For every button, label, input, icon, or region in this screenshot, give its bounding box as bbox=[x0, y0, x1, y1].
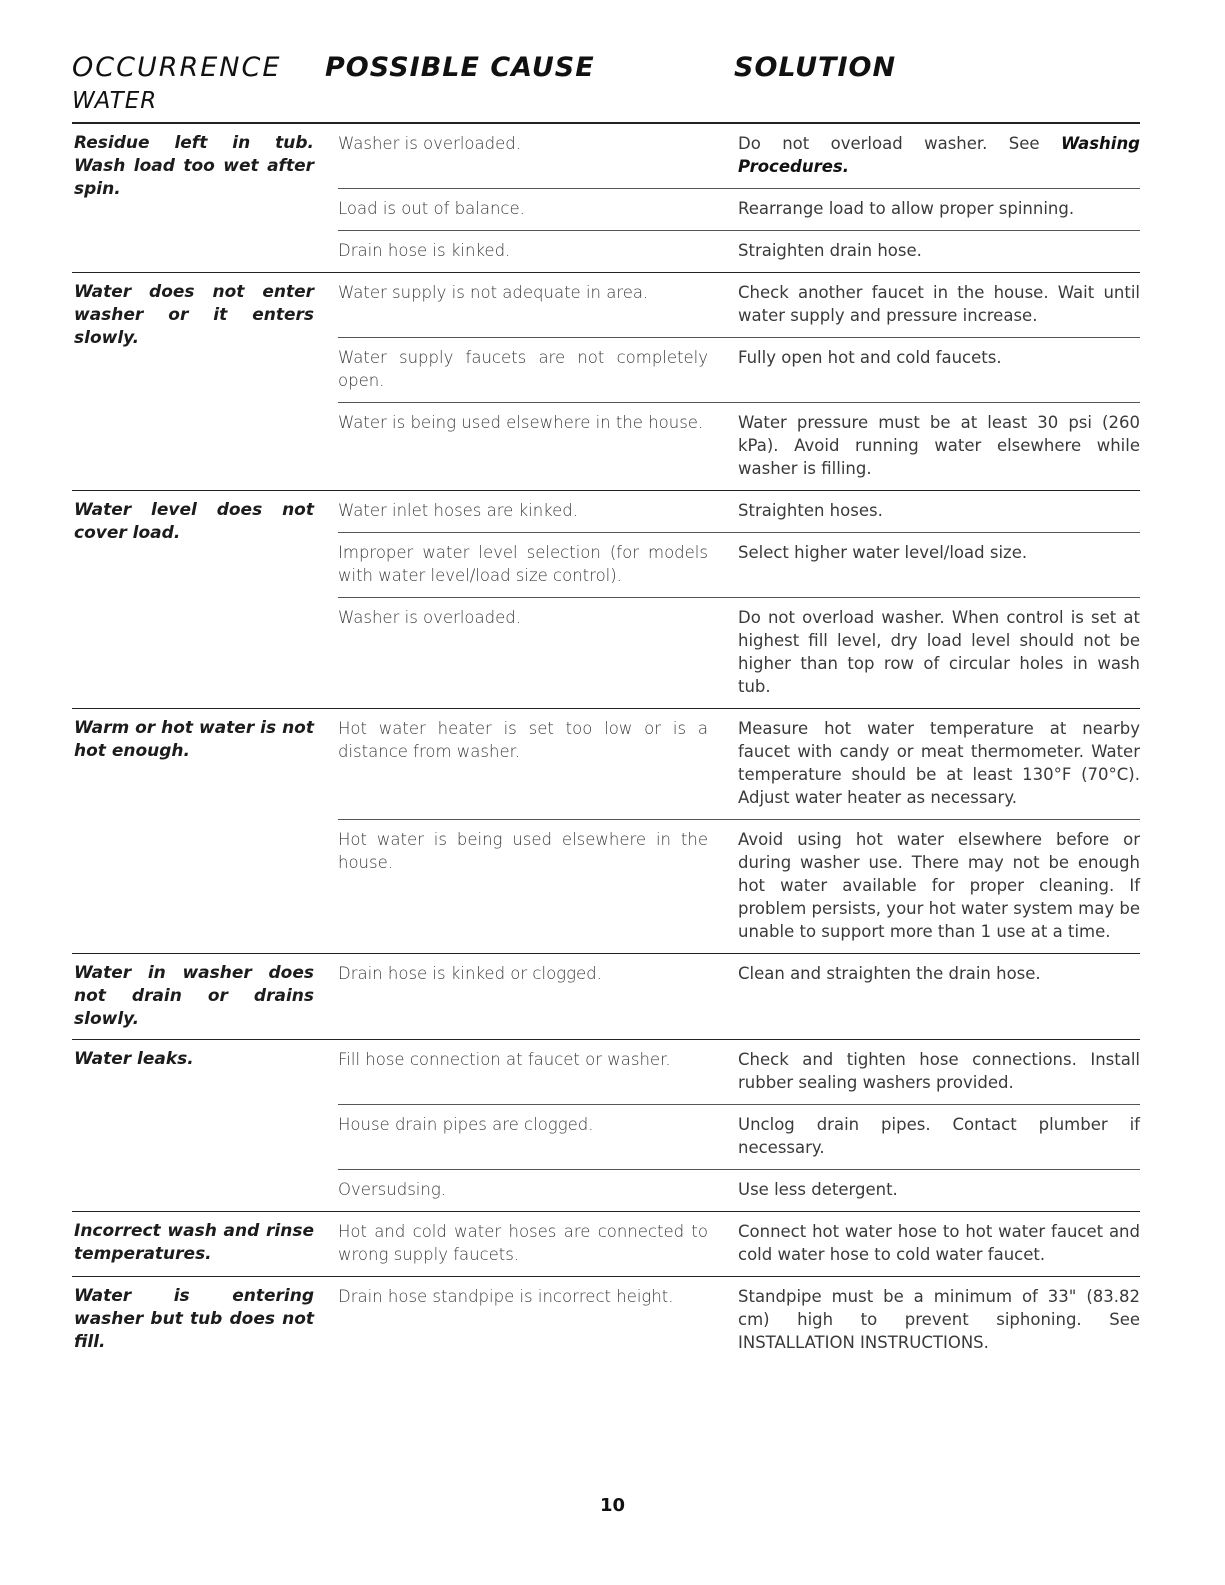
table-row bbox=[338, 273, 1140, 337]
possible-cause-text: Drain hose is kinked. bbox=[338, 241, 511, 260]
cause-solution-rows bbox=[324, 1277, 1140, 1364]
possible-cause-text: Water inlet hoses are kinked. bbox=[338, 501, 579, 520]
solution-heading: SOLUTION bbox=[734, 52, 897, 83]
solution-text: Rearrange load to allow proper spinning. bbox=[738, 199, 1075, 218]
occurrence-heading: OCCURRENCE bbox=[72, 52, 282, 83]
solution-text: Use less detergent. bbox=[738, 1180, 898, 1199]
solution-text: Select higher water level/load size. bbox=[738, 543, 1028, 562]
possible-cause-text: Washer is overloaded. bbox=[338, 608, 521, 627]
solution-text: Water pressure must be at least 30 psi (260 kPa). Avoid running water elsewhere while washer is filling. bbox=[738, 413, 1140, 478]
solution-cell bbox=[738, 541, 1140, 587]
table-row bbox=[338, 1169, 1140, 1211]
table-row bbox=[338, 124, 1140, 188]
solution-cell bbox=[738, 239, 1140, 262]
cause-solution-rows bbox=[324, 709, 1140, 953]
solution-text: Avoid using hot water elsewhere before or during washer use. There may not be enough hot water available for proper cleaning. If problem persists, your hot water system may be unable to support more than 1 use at a time. bbox=[738, 830, 1140, 941]
solution-reference: Washing Procedures. bbox=[738, 134, 1140, 176]
occurrence-text: Water is entering washer but tub does not fill. bbox=[74, 1286, 314, 1352]
occurrence-group bbox=[72, 490, 1140, 708]
table-row bbox=[338, 819, 1140, 953]
solution-text: Connect hot water hose to hot water faucet and cold water hose to cold water faucet. bbox=[738, 1222, 1140, 1264]
solution-cell bbox=[738, 1178, 1140, 1201]
possible-cause-heading: POSSIBLE CAUSE bbox=[325, 52, 595, 83]
occurrence-group bbox=[72, 1211, 1140, 1276]
cause-solution-rows bbox=[324, 954, 1140, 1039]
occurrence-group bbox=[72, 1276, 1140, 1364]
solution-cell bbox=[738, 411, 1140, 480]
table-row bbox=[338, 1040, 1140, 1104]
possible-cause-text: Fill hose connection at faucet or washer. bbox=[338, 1050, 671, 1069]
occurrence-group bbox=[72, 272, 1140, 490]
section-title: WATER bbox=[72, 88, 158, 114]
solution-text: Fully open hot and cold faucets. bbox=[738, 348, 1002, 367]
solution-cell bbox=[738, 1220, 1140, 1266]
solution-cell bbox=[738, 1113, 1140, 1159]
solution-cell bbox=[738, 828, 1140, 943]
solution-text: Straighten hoses. bbox=[738, 501, 883, 520]
table-row bbox=[338, 230, 1140, 272]
solution-cell bbox=[738, 346, 1140, 392]
possible-cause-text: Hot water heater is set too low or is a distance from washer. bbox=[338, 719, 708, 761]
solution-cell bbox=[738, 499, 1140, 522]
solution-cell bbox=[738, 1048, 1140, 1094]
solution-cell bbox=[738, 281, 1140, 327]
solution-cell bbox=[738, 717, 1140, 809]
table-header bbox=[72, 52, 1140, 122]
solution-cell bbox=[738, 132, 1140, 178]
page-number: 10 bbox=[599, 1495, 626, 1516]
possible-cause-text: Hot and cold water hoses are connected to wrong supply faucets. bbox=[338, 1222, 708, 1264]
table-row bbox=[338, 532, 1140, 597]
possible-cause-text: Water supply faucets are not completely open. bbox=[338, 348, 708, 390]
occurrence-text: Water does not enter washer or it enters slowly. bbox=[74, 282, 314, 348]
table-row bbox=[338, 709, 1140, 819]
possible-cause-text: Water supply is not adequate in area. bbox=[338, 283, 649, 302]
table-row bbox=[338, 491, 1140, 532]
table-row bbox=[338, 337, 1140, 402]
table-row bbox=[338, 597, 1140, 708]
occurrence-text: Water level does not cover load. bbox=[74, 500, 314, 543]
possible-cause-text: Improper water level selection (for models with water level/load size control). bbox=[338, 543, 708, 585]
cause-solution-rows bbox=[324, 124, 1140, 272]
solution-cell bbox=[738, 606, 1140, 698]
troubleshooting-table bbox=[72, 122, 1140, 1364]
occurrence-text: Water in washer does not drain or drains slowly. bbox=[74, 963, 314, 1029]
solution-text: Measure hot water temperature at nearby faucet with candy or meat thermometer. Water temperature should be at least 130°F (70°C). Adjust water heater as necessary. bbox=[738, 719, 1140, 807]
occurrence-text: Warm or hot water is not hot enough. bbox=[74, 718, 314, 761]
solution-text: Standpipe must be a minimum of 33" (83.82 cm) high to prevent siphoning. See INSTALLATION INSTRUCTIONS. bbox=[738, 1287, 1140, 1352]
occurrence-group bbox=[72, 122, 1140, 272]
occurrence-group bbox=[72, 708, 1140, 953]
solution-text: Check and tighten hose connections. Install rubber sealing washers provided. bbox=[738, 1050, 1140, 1092]
solution-cell bbox=[738, 962, 1140, 985]
table-row bbox=[338, 188, 1140, 230]
possible-cause-text: Drain hose standpipe is incorrect height. bbox=[338, 1287, 674, 1306]
possible-cause-text: Water is being used elsewhere in the house. bbox=[338, 413, 704, 432]
table-row bbox=[338, 1104, 1140, 1169]
table-row bbox=[338, 1277, 1140, 1364]
possible-cause-text: Load is out of balance. bbox=[338, 199, 525, 218]
occurrence-group bbox=[72, 1039, 1140, 1211]
solution-text: Do not overload washer. See bbox=[738, 134, 1040, 153]
possible-cause-text: Hot water is being used elsewhere in the house. bbox=[338, 830, 708, 872]
cause-solution-rows bbox=[324, 491, 1140, 708]
solution-text: Clean and straighten the drain hose. bbox=[738, 964, 1041, 983]
occurrence-text: Water leaks. bbox=[74, 1049, 194, 1069]
possible-cause-text: Drain hose is kinked or clogged. bbox=[338, 964, 602, 983]
cause-solution-rows bbox=[324, 1040, 1140, 1211]
solution-text: Do not overload washer. When control is set at highest fill level, dry load level should not be higher than top row of circular holes in wash tub. bbox=[738, 608, 1140, 696]
table-row bbox=[338, 1212, 1140, 1276]
table-row bbox=[338, 402, 1140, 490]
solution-text: Check another faucet in the house. Wait until water supply and pressure increase. bbox=[738, 283, 1140, 325]
occurrence-group bbox=[72, 953, 1140, 1039]
troubleshooting-page bbox=[72, 52, 1140, 1364]
solution-text: Straighten drain hose. bbox=[738, 241, 922, 260]
possible-cause-text: Oversudsing. bbox=[338, 1180, 446, 1199]
cause-solution-rows bbox=[324, 1212, 1140, 1276]
cause-solution-rows bbox=[324, 273, 1140, 490]
possible-cause-text: House drain pipes are clogged. bbox=[338, 1115, 594, 1134]
possible-cause-text: Washer is overloaded. bbox=[338, 134, 521, 153]
table-row bbox=[338, 954, 1140, 995]
solution-cell bbox=[738, 1285, 1140, 1354]
solution-cell bbox=[738, 197, 1140, 220]
solution-text: Unclog drain pipes. Contact plumber if necessary. bbox=[738, 1115, 1140, 1157]
occurrence-text: Residue left in tub. Wash load too wet after spin. bbox=[74, 133, 314, 199]
occurrence-text: Incorrect wash and rinse temperatures. bbox=[74, 1221, 314, 1264]
